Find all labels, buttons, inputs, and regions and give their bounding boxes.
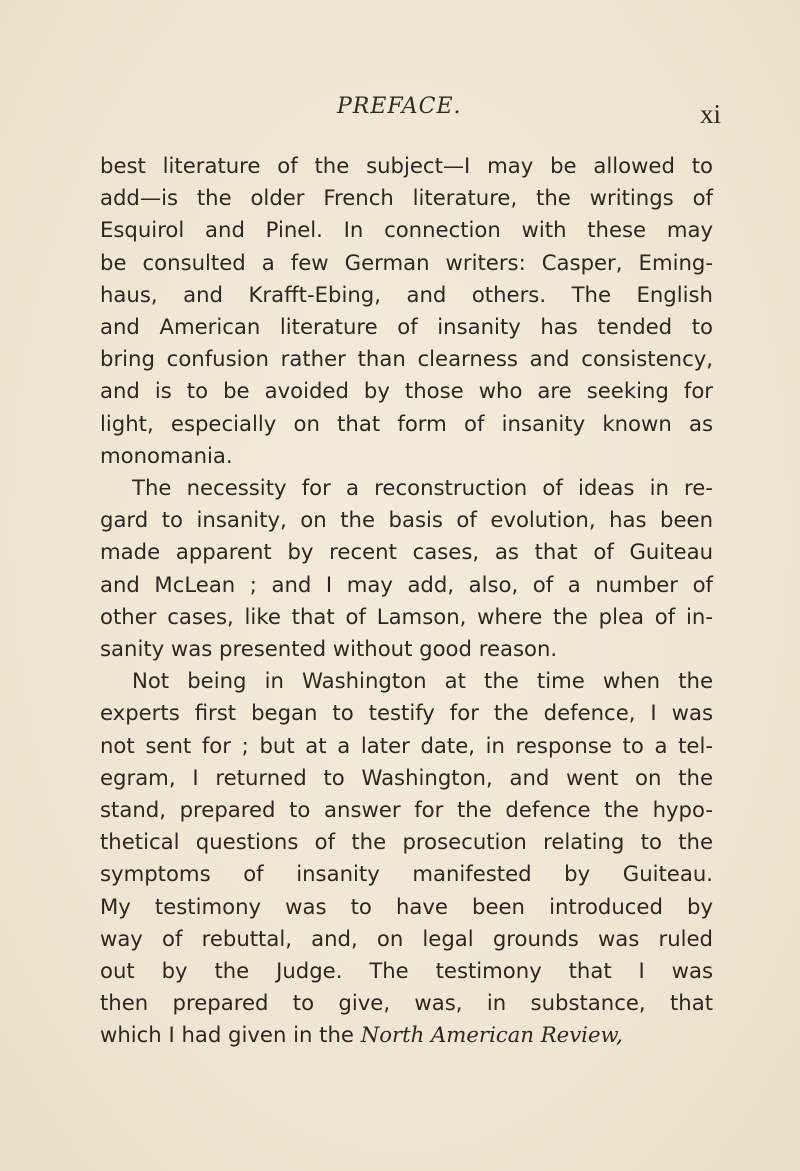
text-line: be consulted a few German writers: Casper, Eming- — [100, 249, 713, 275]
text-line: experts first began to testify for the defence, I was — [100, 700, 713, 726]
text-line-start: which I had given in the — [100, 1022, 354, 1048]
text-line: not sent for ; but at a later date, in response to a tel- — [100, 732, 713, 758]
text-line: gard to insanity, on the basis of evolution, has been — [100, 507, 713, 533]
text-line: made apparent by recent cases, as that of Guiteau — [100, 539, 713, 565]
text-line: egram, I returned to Washington, and went on the — [100, 764, 713, 790]
running-head-title: PREFACE. — [337, 94, 462, 119]
text-line-with-title — [100, 1019, 713, 1051]
text-line: monomania. — [100, 442, 233, 468]
text-line: best literature of the subject—I may be allowed to — [100, 153, 713, 178]
text-line: My testimony was to have been introduced by — [100, 893, 713, 919]
text-line: haus, and Krafft-Ebing, and others. The English — [100, 281, 713, 307]
text-line: way of rebuttal, and, on legal grounds was ruled — [100, 925, 713, 951]
text-line: sanity was presented without good reason. — [100, 636, 558, 662]
text-line: and is to be avoided by those who are seeking for — [100, 378, 713, 404]
body-text — [100, 150, 713, 1052]
page-number: xi — [700, 99, 722, 129]
text-line: other cases, like that of Lamson, where the plea of in- — [100, 603, 713, 629]
paragraph-start-line: Not being in Washington at the time when the — [132, 668, 713, 694]
text-line: out by the Judge. The testimony that I was — [100, 958, 713, 984]
text-line: and American literature of insanity has tended to — [100, 314, 713, 340]
text-line: and McLean ; and I may add, also, of a number of — [100, 571, 713, 597]
text-line: Esquirol and Pinel. In connection with these may — [100, 217, 713, 243]
text-line: bring confusion rather than clearness and consistency, — [100, 346, 713, 372]
text-line: symptoms of insanity manifested by Guiteau. — [100, 861, 713, 887]
periodical-title: North American Review, — [360, 1022, 623, 1048]
text-line: thetical questions of the prosecution relating to the — [100, 829, 713, 855]
paragraph-start-line: The necessity for a reconstruction of ideas in re- — [132, 475, 713, 501]
text-line: then prepared to give, was, in substance, that — [100, 990, 713, 1016]
text-line: add—is the older French literature, the writings of — [100, 185, 713, 211]
text-line: stand, prepared to answer for the defence the hypo- — [100, 797, 713, 823]
running-head — [0, 94, 800, 134]
text-line: light, especially on that form of insanity known as — [100, 410, 713, 436]
